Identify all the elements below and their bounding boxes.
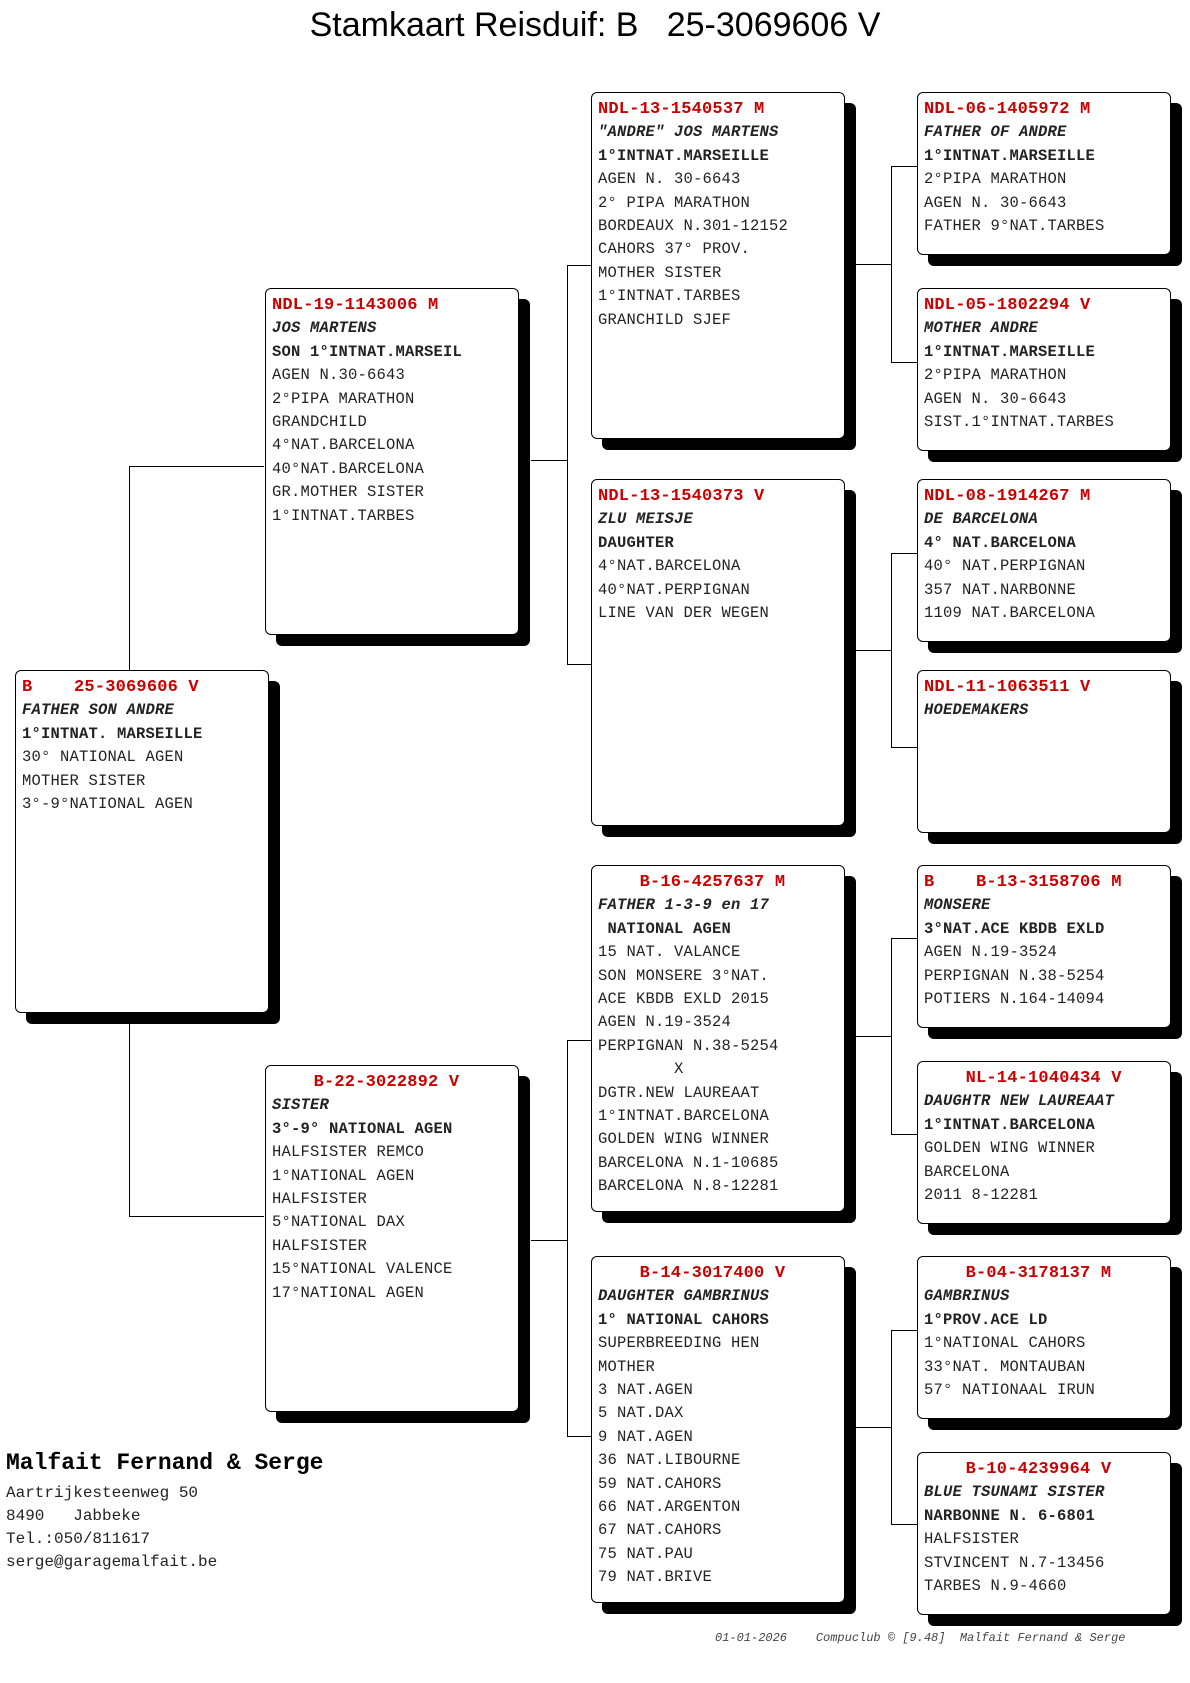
pigeon-headline: DAUGHTER — [598, 533, 675, 552]
pigeon-headline: NATIONAL AGEN — [598, 919, 732, 938]
pedigree-line: 2° PIPA MARATHON — [598, 193, 751, 212]
pedigree-line: AGEN N.19-3524 — [598, 1013, 732, 1032]
connector-line — [855, 1036, 891, 1037]
pigeon-headline: SON 1°INTNAT.MARSEIL — [272, 342, 463, 361]
connector-line — [891, 166, 892, 363]
pigeon-headline: 3°-9° NATIONAL AGEN — [272, 1119, 453, 1138]
pigeon-name: DAUGHTER GAMBRINUS — [598, 1287, 770, 1306]
pedigree-line: 66 NAT.ARGENTON — [598, 1498, 741, 1517]
pedigree-line: LINE VAN DER WEGEN — [598, 604, 770, 623]
ring-number: B-04-3178137 M — [924, 1264, 1112, 1283]
connector-line — [567, 1040, 568, 1437]
pigeon-card-fm[interactable] — [591, 479, 845, 826]
pigeon-name: BLUE TSUNAMI SISTER — [924, 1483, 1105, 1502]
pedigree-line: 1°NATIONAL CAHORS — [924, 1334, 1086, 1353]
connector-line — [567, 1436, 592, 1437]
pedigree-line: TARBES N.9-4660 — [924, 1577, 1067, 1596]
connector-line — [129, 466, 130, 671]
page-title: Stamkaart Reisduif: B 25-3069606 V — [309, 6, 881, 44]
connector-line — [891, 553, 892, 748]
pedigree-line: 4°NAT.BARCELONA — [598, 557, 741, 576]
pigeon-card-ffm[interactable] — [917, 288, 1171, 451]
connector-line — [891, 166, 917, 167]
pedigree-line: X — [598, 1060, 684, 1079]
pigeon-card-fmm[interactable] — [917, 670, 1171, 833]
ring-number: B-14-3017400 V — [598, 1264, 786, 1283]
pigeon-headline: 1°INTNAT.MARSEILLE — [924, 342, 1096, 361]
owner-phone: Tel.:050/811617 — [6, 1530, 151, 1548]
pigeon-name: "ANDRE" JOS MARTENS — [598, 123, 779, 142]
pigeon-headline: 4° NAT.BARCELONA — [924, 533, 1077, 552]
pedigree-line: PERPIGNAN N.38-5254 — [598, 1036, 779, 1055]
pigeon-headline: 1°INTNAT. MARSEILLE — [22, 724, 203, 743]
pedigree-line: 1°NATIONAL AGEN — [272, 1166, 415, 1185]
pigeon-headline: 1°PROV.ACE LD — [924, 1310, 1048, 1329]
ring-number: NL-14-1040434 V — [924, 1069, 1122, 1088]
pedigree-line: AGEN N. 30-6643 — [924, 389, 1067, 408]
ring-number: B-22-3022892 V — [272, 1073, 460, 1092]
pedigree-line: 2011 8-12281 — [924, 1186, 1039, 1205]
connector-line — [891, 747, 917, 748]
connector-line — [855, 264, 891, 265]
pigeon-card-mfm[interactable] — [917, 1061, 1171, 1224]
connector-line — [567, 1040, 592, 1041]
pedigree-line: DGTR.NEW LAUREAAT — [598, 1083, 760, 1102]
pigeon-name: FATHER OF ANDRE — [924, 123, 1067, 142]
pigeon-name: DAUGHTR NEW LAUREAAT — [924, 1092, 1115, 1111]
pigeon-name: ZLU MEISJE — [598, 510, 694, 529]
owner-block — [6, 1450, 323, 1574]
pedigree-line: SON MONSERE 3°NAT. — [598, 966, 770, 985]
pedigree-line: ACE KBDB EXLD 2015 — [598, 990, 770, 1009]
pigeon-name: SISTER — [272, 1096, 330, 1115]
connector-line — [891, 1330, 917, 1331]
footer: 01-01-2026 Compuclub © [9.48] Malfait Fernand & Serge — [715, 1631, 1126, 1645]
connector-line — [891, 1134, 917, 1135]
pedigree-line: 40°NAT.PERPIGNAN — [598, 580, 751, 599]
pedigree-line: 59 NAT.CAHORS — [598, 1474, 722, 1493]
pedigree-line: BORDEAUX N.301-12152 — [598, 217, 789, 236]
pigeon-name: JOS MARTENS — [272, 319, 377, 338]
pigeon-card-fff[interactable] — [917, 92, 1171, 255]
pedigree-line: AGEN N.19-3524 — [924, 943, 1058, 962]
pigeon-name: GAMBRINUS — [924, 1287, 1010, 1306]
pedigree-line: 79 NAT.BRIVE — [598, 1568, 713, 1587]
pigeon-card-mother[interactable] — [265, 1065, 519, 1412]
connector-line — [891, 1524, 917, 1525]
ring-number: B 25-3069606 V — [22, 678, 199, 697]
pedigree-line: 36 NAT.LIBOURNE — [598, 1451, 741, 1470]
pigeon-card-mmm[interactable] — [917, 1452, 1171, 1615]
pedigree-line: 1°INTNAT.BARCELONA — [598, 1107, 770, 1126]
pigeon-name: DE BARCELONA — [924, 510, 1039, 529]
pigeon-headline: 1°INTNAT.BARCELONA — [924, 1115, 1096, 1134]
connector-line — [567, 265, 568, 665]
pedigree-line: SIST.1°INTNAT.TARBES — [924, 413, 1115, 432]
connector-line — [891, 1330, 892, 1525]
pedigree-line: 57° NATIONAAL IRUN — [924, 1381, 1096, 1400]
pigeon-card-mmf[interactable] — [917, 1256, 1171, 1419]
pedigree-line: GRANCHILD SJEF — [598, 310, 732, 329]
pigeon-name: FATHER SON ANDRE — [22, 701, 175, 720]
ring-number: NDL-08-1914267 M — [924, 487, 1091, 506]
ring-number: NDL-11-1063511 V — [924, 678, 1091, 697]
ring-number: NDL-06-1405972 M — [924, 100, 1091, 119]
owner-city: 8490 Jabbeke — [6, 1507, 141, 1525]
connector-line — [531, 1240, 567, 1241]
pigeon-headline: 3°NAT.ACE KBDB EXLD — [924, 919, 1105, 938]
pedigree-line: 15°NATIONAL VALENCE — [272, 1260, 453, 1279]
ring-number: NDL-13-1540373 V — [598, 487, 765, 506]
pedigree-line: STVINCENT N.7-13456 — [924, 1553, 1105, 1572]
connector-line — [129, 1012, 130, 1217]
ring-number: B-10-4239964 V — [924, 1460, 1112, 1479]
pedigree-line: MOTHER — [598, 1357, 656, 1376]
pigeon-name: FATHER 1-3-9 en 17 — [598, 896, 770, 915]
pedigree-line: POTIERS N.164-14094 — [924, 990, 1105, 1009]
pedigree-line: HALFSISTER — [924, 1530, 1020, 1549]
pedigree-line: CAHORS 37° PROV. — [598, 240, 751, 259]
connector-line — [891, 938, 892, 1135]
ring-number: B B-13-3158706 M — [924, 873, 1122, 892]
owner-name: Malfait Fernand & Serge — [6, 1450, 324, 1476]
pedigree-line: AGEN N.30-6643 — [272, 366, 406, 385]
connector-line — [531, 460, 567, 461]
pedigree-line: GR.MOTHER SISTER — [272, 483, 425, 502]
pigeon-card-ff[interactable] — [591, 92, 845, 439]
pedigree-line: FATHER 9°NAT.TARBES — [924, 217, 1105, 236]
pigeon-headline: NARBONNE N. 6-6801 — [924, 1506, 1096, 1525]
pedigree-line: BARCELONA — [924, 1162, 1010, 1181]
pedigree-line: AGEN N. 30-6643 — [924, 193, 1067, 212]
pedigree-line: 1°INTNAT.TARBES — [598, 287, 741, 306]
pedigree-line: HALFSISTER REMCO — [272, 1143, 425, 1162]
ring-number: B-16-4257637 M — [598, 873, 786, 892]
pedigree-line: HALFSISTER — [272, 1236, 368, 1255]
pedigree-line: GOLDEN WING WINNER — [924, 1139, 1096, 1158]
pigeon-card-subject[interactable] — [15, 670, 269, 1013]
ring-number: NDL-05-1802294 V — [924, 296, 1091, 315]
pedigree-line: 33°NAT. MONTAUBAN — [924, 1357, 1086, 1376]
connector-line — [891, 553, 917, 554]
pedigree-line: SUPERBREEDING HEN — [598, 1334, 760, 1353]
connector-line — [891, 938, 917, 939]
pigeon-card-mf[interactable] — [591, 865, 845, 1212]
pedigree-line: 5°NATIONAL DAX — [272, 1213, 406, 1232]
connector-line — [855, 1427, 891, 1428]
pedigree-line: MOTHER SISTER — [598, 263, 722, 282]
pedigree-line: 9 NAT.AGEN — [598, 1427, 694, 1446]
pedigree-line: 17°NATIONAL AGEN — [272, 1283, 425, 1302]
pigeon-headline: 1°INTNAT.MARSEILLE — [598, 146, 770, 165]
pedigree-line: GRANDCHILD — [272, 413, 368, 432]
pigeon-card-fmf[interactable] — [917, 479, 1171, 642]
connector-line — [567, 265, 592, 266]
pedigree-line: 1°INTNAT.TARBES — [272, 506, 415, 525]
pigeon-headline: 1°INTNAT.MARSEILLE — [924, 146, 1096, 165]
owner-address: Aartrijkesteenweg 50 — [6, 1484, 199, 1502]
pedigree-line: 4°NAT.BARCELONA — [272, 436, 415, 455]
pedigree-line: 1109 NAT.BARCELONA — [924, 604, 1096, 623]
pedigree-line: 2°PIPA MARATHON — [272, 389, 415, 408]
pigeon-name: MOTHER ANDRE — [924, 319, 1039, 338]
pedigree-line: 3 NAT.AGEN — [598, 1381, 694, 1400]
pedigree-line: MOTHER SISTER — [22, 771, 146, 790]
pedigree-line: GOLDEN WING WINNER — [598, 1130, 770, 1149]
pigeon-name: MONSERE — [924, 896, 991, 915]
pedigree-line: 2°PIPA MARATHON — [924, 366, 1067, 385]
connector-line — [129, 1216, 264, 1217]
pigeon-card-mm[interactable] — [591, 1256, 845, 1603]
connector-line — [891, 362, 917, 363]
pigeon-name: HOEDEMAKERS — [924, 701, 1029, 720]
pedigree-line: 15 NAT. VALANCE — [598, 943, 741, 962]
pedigree-line: 40°NAT.BARCELONA — [272, 459, 425, 478]
connector-line — [855, 650, 891, 651]
pigeon-card-mff[interactable] — [917, 865, 1171, 1028]
pedigree-line: HALFSISTER — [272, 1190, 368, 1209]
pigeon-card-father[interactable] — [265, 288, 519, 635]
pedigree-line: 3°-9°NATIONAL AGEN — [22, 795, 194, 814]
pedigree-line: PERPIGNAN N.38-5254 — [924, 966, 1105, 985]
connector-line — [129, 466, 264, 467]
pedigree-line: 40° NAT.PERPIGNAN — [924, 557, 1086, 576]
ring-number: NDL-19-1143006 M — [272, 296, 439, 315]
pedigree-line: 75 NAT.PAU — [598, 1544, 694, 1563]
pigeon-headline: 1° NATIONAL CAHORS — [598, 1310, 770, 1329]
pedigree-line: BARCELONA N.8-12281 — [598, 1177, 779, 1196]
pedigree-line: AGEN N. 30-6643 — [598, 170, 741, 189]
pedigree-line: 357 NAT.NARBONNE — [924, 580, 1077, 599]
pedigree-line: BARCELONA N.1-10685 — [598, 1153, 779, 1172]
pedigree-line: 2°PIPA MARATHON — [924, 170, 1067, 189]
pedigree-line: 30° NATIONAL AGEN — [22, 748, 184, 767]
connector-line — [567, 664, 592, 665]
owner-email[interactable]: serge@garagemalfait.be — [6, 1553, 218, 1571]
pedigree-line: 5 NAT.DAX — [598, 1404, 684, 1423]
pedigree-line: 67 NAT.CAHORS — [598, 1521, 722, 1540]
ring-number: NDL-13-1540537 M — [598, 100, 765, 119]
